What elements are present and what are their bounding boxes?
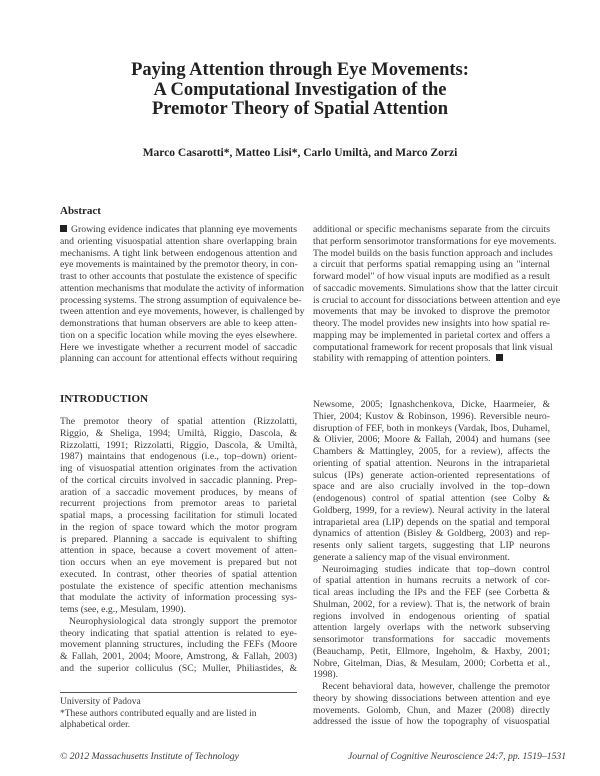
section-start-marker-icon (60, 225, 67, 232)
text-line (313, 341, 553, 354)
text-line (313, 259, 550, 271)
text-line (313, 646, 550, 658)
text-line (313, 282, 559, 295)
text-line (60, 604, 297, 616)
text-line-content: Rizzolatti, 1991; Rizzolatti, Riggio, Dascola, & Umiltà, (60, 439, 297, 451)
text-line (60, 236, 297, 248)
text-line (60, 628, 297, 640)
text-line-content: of the cortical circuits involved in saccadic planning. Prep- (60, 474, 297, 486)
text-line-content: movements that may be invoked to disprove the premotor (313, 306, 550, 318)
text-line-content: executed. In contrast, other theories of spatial attention (60, 568, 297, 580)
text-line (313, 411, 550, 423)
text-line-content: movement planning structures, including the FEFs (Moore (60, 639, 297, 651)
text-line-content: orienting of spatial attention. Neurons in the intraparietal (313, 457, 550, 469)
text-line (60, 616, 297, 628)
text-line-content: The model builds on the basis function approach and includes (313, 247, 553, 259)
text-line-content: is prepared. Planning a saccade is equivalent to shifting (60, 533, 297, 545)
affiliation: University of Padova (60, 697, 141, 707)
text-line-content: dynamics of attention (Bisley & Goldberg, 2003) and rep- (313, 528, 550, 540)
text-line (60, 440, 297, 452)
text-line-content: processing systems. The strong assumption of equivalence be- (60, 294, 302, 306)
title-line: Paying Attention through Eye Movements: (131, 60, 469, 80)
text-line-content: is crucial to account for dissociations between attention and eye (313, 294, 561, 306)
text-line (313, 493, 550, 505)
text-line-content: tween attention and eye movements, however, is challenged by (60, 306, 305, 318)
text-line-content: postulate the existence of specific attention mechanisms (60, 580, 297, 592)
text-line (313, 330, 550, 342)
text-line (313, 306, 550, 318)
text-line-content: stability with remapping of attention pointers. (313, 353, 491, 365)
text-line-content: addressed the issue of how the topography of visuospatial (313, 716, 550, 728)
text-line (313, 458, 550, 470)
paragraph (60, 416, 297, 616)
text-line (60, 451, 297, 463)
text-line-content: Neuroimaging studies indicate that top–down control (322, 563, 550, 575)
section-end-marker-icon (496, 354, 503, 361)
paper-title (0, 61, 600, 120)
introduction-left-column (60, 416, 297, 675)
title-line: A Computational Investigation of the (153, 79, 447, 100)
text-line (313, 235, 557, 248)
text-line-content: Shulman, 2002, for a review). That is, the network of brain (313, 598, 550, 610)
text-line (313, 423, 550, 435)
text-line (60, 259, 297, 271)
text-line-content: theory by showing dissociations between attention and eye (313, 692, 550, 704)
text-line (313, 669, 550, 681)
text-line-content: and orienting visuospatial attention share overlapping brain (60, 235, 297, 247)
text-line-content: demonstrations that human observers are able to keep atten- (60, 318, 297, 329)
text-line-content: tion on a specific location while moving the eyes elsewhere. (60, 329, 297, 341)
equal-contribution-note: *These authors contributed equally and are listed in alphabetical order. (60, 708, 257, 731)
footnote (60, 697, 297, 732)
footnote-divider (60, 692, 297, 693)
text-line-content: 1987) maintains that endogenous (i.e., top–down) orient- (60, 451, 297, 463)
text-line-content: Nobre, Gitelman, Dias, & Mesulam, 2000; Corbetta et al., (313, 657, 550, 669)
text-line (60, 592, 297, 604)
text-line-content: & Fallah, 2001, 2004; Moore, Amstrong, & Fallah, 2003) (60, 651, 297, 662)
text-line-content: eye movements is maintained by the premotor theory, in con- (60, 259, 298, 271)
text-line-content: 1998). (313, 669, 339, 681)
text-line (60, 353, 297, 365)
text-line (313, 575, 550, 587)
text-line-content: generate a saliency map of the visual environment. (313, 551, 510, 563)
text-line (60, 581, 297, 593)
text-line-content: (Beauchamp, Petit, Ellmore, Ingeholm, & Haxby, 2001; (313, 645, 550, 657)
text-line (60, 639, 297, 651)
text-line-content: recurrent projections from premotor areas to parietal (60, 498, 297, 510)
text-line (313, 318, 550, 330)
text-line (313, 693, 550, 705)
text-line-content: movements. Golomb, Chun, and Mazer (2008) directly (313, 704, 550, 716)
text-line-content: aration of a saccadic movement produces, by means of (60, 486, 297, 498)
text-line-content: attention mechanisms that modulate the activity of information (60, 282, 305, 294)
text-line (313, 505, 550, 517)
text-line-content: The premotor theory of spatial attention (Rizzolatti, (60, 416, 297, 427)
text-line (313, 434, 550, 446)
text-line-content: disruption of FEF, both in monkeys (Vardak, Ibos, Duhamel, (313, 422, 550, 434)
text-line (60, 522, 297, 534)
text-line (313, 611, 550, 623)
text-line (313, 716, 550, 728)
text-line (313, 658, 550, 670)
text-line-content: mapping may be implemented in parietal cortex and offers a (313, 329, 550, 341)
abstract-left-column (60, 224, 305, 365)
text-line-content: sensorimotor transformations for saccadic movements (313, 634, 550, 645)
text-line-content: in the region of space toward which the motor program (60, 521, 297, 533)
text-line-content: that modulate the activity of information processing sys- (60, 592, 297, 604)
text-line (313, 681, 550, 693)
text-line-content: Thier, 2004; Kustov & Robinson, 1996). Reversible neuro- (313, 410, 550, 422)
journal-citation: Journal of Cognitive Neuroscience 24:7, pp. 1519–1531 (348, 751, 567, 762)
text-line (60, 651, 297, 663)
text-line (313, 446, 550, 458)
text-line-content: trast to other accounts that postulate the existence of specific (60, 271, 297, 282)
text-line (313, 599, 550, 611)
author-list: Marco Casarotti*, Matteo Lisi*, Carlo Umiltà, and Marco Zorzi (142, 147, 458, 159)
text-line-content: sulcus (IPs) generate action-oriented representations of (313, 469, 550, 481)
text-line (60, 510, 297, 522)
paragraph (60, 224, 305, 365)
text-line (60, 487, 297, 499)
text-line (313, 634, 550, 646)
text-line-content: of saccadic movements. Simulations show that the latter circuit (313, 282, 559, 294)
text-line (313, 540, 550, 552)
text-line (313, 481, 550, 493)
text-line-content: mechanisms. A tight link between endogenous attention and (60, 247, 297, 259)
paragraph (313, 399, 550, 564)
text-line (60, 475, 297, 487)
text-line (60, 663, 297, 675)
text-line-content: tems (see, e.g., Mesulam, 1990). (60, 604, 186, 615)
text-line (313, 552, 550, 564)
text-line-content: & Olivier, 2006; Moore & Fallah, 2004) and humans (see (313, 434, 550, 446)
text-line-content: planning can account for attentional effects without requiring (60, 353, 298, 365)
abstract-right-column (313, 224, 561, 365)
paragraph (313, 564, 550, 682)
text-line-content: intraparietal area (LIP) depends on the spatial and temporal (313, 516, 550, 528)
text-line (313, 705, 550, 717)
paragraph (313, 224, 561, 365)
text-line-content: of spatial attention in humans recruits a network of cor- (313, 575, 550, 587)
text-line-content: spatial maps, a processing facilitation for stimuli located (60, 510, 297, 521)
introduction-heading: INTRODUCTION (60, 393, 149, 405)
text-line-content: tion occurs when an eye movement is prepared but not (60, 557, 297, 568)
text-line (313, 353, 550, 365)
text-line-content: Recent behavioral data, however, challenge the premotor (322, 681, 550, 692)
text-line (60, 306, 305, 318)
text-line (313, 224, 550, 236)
text-line (60, 557, 297, 569)
text-line (60, 294, 302, 307)
text-line (313, 528, 550, 540)
text-line (60, 282, 305, 295)
text-line (60, 224, 297, 236)
text-line-content: attention largely overlaps with the network subserving (313, 622, 550, 634)
text-line (313, 294, 561, 307)
text-line (313, 470, 550, 482)
text-line (60, 498, 297, 510)
text-line-content: theory. The model provides new insights into how spatial re- (313, 318, 550, 329)
paragraph (60, 616, 297, 675)
text-line (60, 330, 297, 342)
text-line-content: Chambers & Mattingley, 2005, for a review), affects the (313, 446, 550, 457)
text-line-content: Here we investigate whether a recurrent model of saccadic (60, 341, 297, 353)
text-line (313, 622, 550, 634)
text-line-content: Goldberg, 1999, for a review). Neural activity in the lateral (313, 504, 550, 516)
text-line-content: Riggio, & Sheliga, 1994; Umiltà, Riggio, Dascola, & (60, 427, 297, 439)
text-line-content: that perform sensorimotor transformations for eye movements. (313, 235, 557, 247)
text-line (313, 247, 553, 260)
abstract-heading: Abstract (60, 205, 101, 217)
text-line (313, 587, 550, 599)
text-line (313, 564, 550, 576)
copyright: © 2012 Massachusetts Institute of Technology (60, 751, 239, 762)
introduction-right-column (313, 399, 550, 728)
text-line-content: space and are also crucially involved in the top–down (313, 481, 550, 493)
text-line (60, 271, 297, 283)
text-line (60, 428, 297, 440)
text-line-content: additional or specific mechanisms separate from the circuits (313, 224, 550, 235)
text-line-content: Neurophysiological data strongly support the premotor (69, 615, 297, 627)
text-line-content: and the superior colliculus (SC; Muller, Philiastides, & (60, 662, 297, 674)
text-line-content: Growing evidence indicates that planning eye movements (71, 224, 297, 235)
text-line-content: ing of visuospatial attention originates from the activation (60, 463, 297, 474)
text-line (60, 569, 297, 581)
paragraph (313, 681, 550, 728)
text-line (60, 534, 297, 546)
text-line-content: forward model" of how visual inputs are modified as a result (313, 271, 550, 282)
text-line-content: theory indicating that spatial attention is related to eye- (60, 627, 297, 639)
text-line (313, 517, 550, 529)
text-line-content: (endogenous) control of spatial attention (see Colby & (313, 493, 550, 504)
text-line (60, 248, 297, 260)
text-line (60, 463, 297, 475)
text-line (313, 399, 550, 411)
text-line-content: attention in space, because a covert movement of atten- (60, 545, 297, 557)
text-line-content: computational framework for recent proposals that link visual (313, 341, 553, 353)
text-line (60, 416, 297, 428)
text-line (60, 342, 297, 354)
text-line (60, 318, 297, 330)
text-line (313, 271, 550, 283)
title-line: Premotor Theory of Spatial Attention (152, 99, 448, 120)
text-line-content: regions involved in endogenous orienting of spatial (313, 610, 550, 622)
text-line-content: a circuit that performs spatial remapping using an "internal (313, 259, 550, 271)
text-line-content: Newsome, 2005; Ignashchenkova, Dicke, Haarmeier, & (313, 399, 550, 410)
text-line-content: tical areas including the IPs and the FEF (see Corbetta & (313, 587, 550, 598)
text-line-content: resents only salient targets, suggesting that LIP neurons (313, 540, 550, 551)
text-line (60, 545, 297, 557)
